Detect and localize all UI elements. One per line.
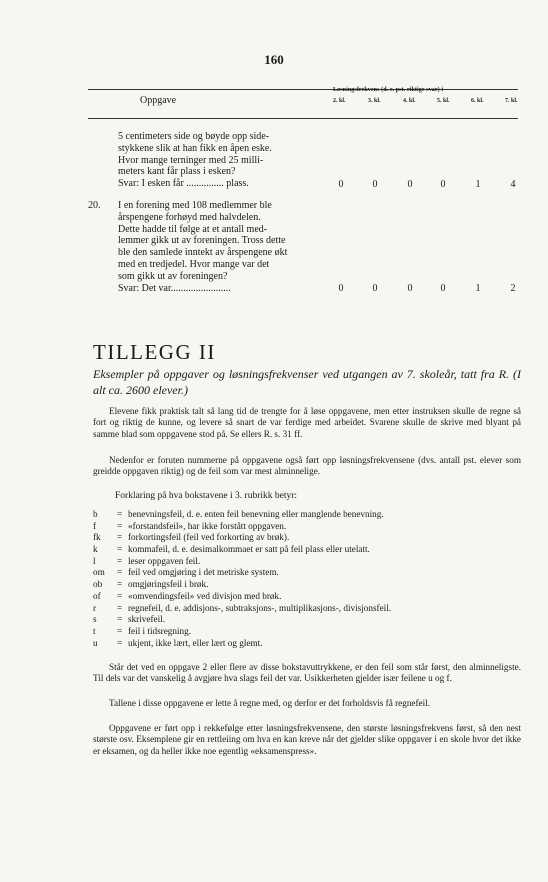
legend-key: k [93,544,98,555]
legend-title: Forklaring på hva bokstavene i 3. rubrikk betyr: [115,491,298,501]
question-line: I en forening med 108 medlemmer ble [118,200,272,211]
frequency-value: 0 [338,283,344,294]
legend-desc: forkortingsfeil (feil ved forkorting av brøk). [128,532,290,543]
page-number: 160 [264,52,284,67]
header-task-label: Oppgave [140,95,177,106]
frequency-value: 0 [338,179,344,190]
answer-line: Svar: Det var........................ [118,282,231,294]
frequency-value: 2 [510,283,516,294]
legend-key: fk [93,532,101,543]
grade-label: 5. kl. [437,98,450,104]
legend-desc: kommafeil, d. e. desimalkommaet er satt på feil plass eller utelatt. [128,544,370,555]
legend-item: fk = forkortingsfeil (feil ved forkorting av brøk). [93,532,290,543]
legend-item: f = «forstandsfeil», har ikke forstått oppgaven. [93,520,287,531]
frequency-value: 0 [372,179,378,190]
legend-key: s [93,614,97,625]
paragraph: Nedenfor er foruten nummerne på oppgavene også ført opp løsningsfrekvensene (dvs. antall pst. elever som greidde oppgaven riktig) og de feil som var mest alminnelige. [93,455,521,477]
header-rule-top [88,89,518,90]
paragraph: Oppgavene er ført opp i rekkefølge etter løsningsfrekvensene, den største løsningsfrekvens først, så den nest største osv. Eksemplene gir en rettleiing om hva en kan kreve når det gjelder slike oppgaver i en skole hvor det ikke er eksamen, og da heller ikke noe egentlig «eksamenspress». [93,723,521,756]
appendix-subtitle: Eksempler på oppgaver og løsningsfrekvenser ved utgangen av 7. skoleår, tatt fra R. (I alt ca. 2600 elever.) [93,367,521,397]
question-line: stykkene slik at han fikk en åpen eske. [118,142,272,154]
legend-item: om = feil ved omgjøring i det metriske system. [93,567,279,578]
legend-desc: skrivefeil. [128,614,165,625]
legend-item: k = kommafeil, d. e. desimalkommaet er satt på feil plass eller utelatt. [93,544,370,555]
question-line: Dette hadde til følge at et antall med- [118,223,268,235]
legend-desc: «omvendingsfeil» ved divisjon med brøk. [128,590,282,601]
grade-label: 6. kl. [471,98,484,104]
legend-item: r = regnefeil, d. e. addisjons-, subtraksjons-, multiplikasjons-, divisjonsfeil. [93,602,392,613]
legend-item: t = feil i tidsregning. [93,625,192,636]
paragraph: Tallene i disse oppgavene er lette å regne med, og derfor er det forholdsvis få regnefeil. [109,698,431,708]
paragraph: Elevene fikk praktisk talt så lang tid de trengte for å løse oppgavene, men etter instruksen skulle de regne så fort og riktig de kunne, og levere så snart de var ferdige med arbeidet. Svarene skulle de skrive med blyant på samme blad som oppgavene stod på. Se ellers R. s. 31 ff. [93,406,521,439]
frequency-value: 4 [510,179,516,190]
legend-item: ob = omgjøringsfeil i brøk. [93,579,209,590]
legend-desc: regnefeil, d. e. addisjons-, subtraksjons-, multiplikasjons-, divisjonsfeil. [128,602,392,613]
legend-item: u = ukjent, ikke lært, eller lært og glemt. [93,637,263,648]
legend-key: ob [93,579,103,590]
question-line: som gikk ut av foreningen? [118,270,228,282]
legend-key: of [93,590,101,601]
legend-key: t [93,625,96,636]
legend-key: f [93,520,97,531]
legend-desc: feil ved omgjøring i det metriske system. [128,567,279,578]
frequency-value: 1 [475,179,481,190]
question-line: årspengene forhøyd med halvdelen. [118,211,261,223]
question-line: 5 centimeters side og bøyde opp side- [118,131,270,142]
legend-key: r [93,602,97,613]
grade-label: 2. kl. [333,98,346,104]
header-frequency-title: Løsningsfrekvens (d. e. pst. riktige svar) i [333,87,444,93]
frequency-value: 0 [407,179,413,190]
question-text [118,200,328,294]
frequency-value: 0 [440,179,446,190]
grade-label: 7. kl. [505,98,518,104]
legend-item: b = benevningsfeil, d. e. enten feil benevning eller manglende benevning. [93,509,384,519]
legend-item: of = «omvendingsfeil» ved divisjon med brøk. [93,590,282,601]
question-text [118,131,328,190]
question-line: ble den samlede inntekt av årspengene økt [118,247,288,259]
legend-key: b [93,509,98,519]
header-rule-bottom [88,118,518,119]
legend-item: l = leser oppgaven feil. [93,555,201,566]
question-number: 20. [88,200,101,211]
frequency-value: 0 [407,283,413,294]
appendix-title: TILLEGG II [93,340,216,364]
frequency-value: 1 [475,283,481,294]
legend-key: om [93,567,105,578]
grade-label: 4. kl. [403,98,416,104]
legend-desc: leser oppgaven feil. [128,555,201,566]
question-line: med en tredjedel. Hvor mange var det [118,258,270,270]
question-line: lemmer gikk ut av foreningen. Tross dette [118,235,286,247]
legend-desc: feil i tidsregning. [128,625,192,636]
grade-label: 3. kl. [368,98,381,104]
answer-line: Svar: I esken får ............... plass. [118,178,249,190]
legend-key: u [93,637,98,648]
legend-desc: benevningsfeil, d. e. enten feil benevning eller manglende benevning. [128,509,384,519]
legend-desc: ukjent, ikke lært, eller lært og glemt. [128,637,263,648]
question-line: Hvor mange terninger med 25 milli- [118,154,264,166]
legend-key: l [93,555,96,566]
legend-desc: «forstandsfeil», har ikke forstått oppgaven. [128,520,287,531]
paragraph: Står det ved en oppgave 2 eller flere av disse bokstavuttrykkene, er den feil som står først, den alminneligste. Til dels var det vanskelig å avgjøre hva slags feil det var. Usikkerheten gjelder især feilene u og f. [93,662,521,684]
frequency-value: 0 [372,283,378,294]
legend-list [93,509,521,649]
legend-item: s = skrivefeil. [93,614,165,625]
question-line: meters kant får plass i esken? [118,166,236,178]
legend-desc: omgjøringsfeil i brøk. [128,579,209,590]
frequency-value: 0 [440,283,446,294]
